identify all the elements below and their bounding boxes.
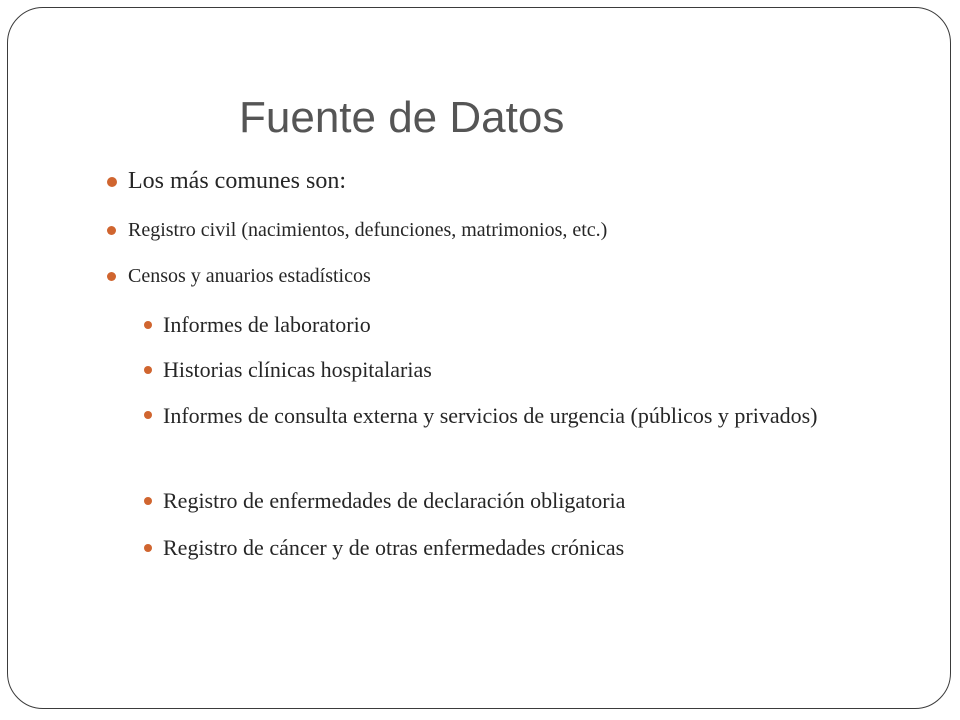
bullet-dot [107, 177, 117, 187]
bullet-text: Informes de laboratorio [163, 312, 371, 337]
bullet-text: Historias clínicas hospitalarias [163, 357, 432, 382]
bullet-dot [107, 226, 116, 235]
bullet-text: Informes de consulta externa y servicios de urgencia (públicos y privados) [163, 403, 818, 428]
bullet-dot [144, 321, 152, 329]
bullet-text: Los más comunes son: [128, 168, 346, 194]
slide-title: Fuente de Datos [239, 93, 565, 142]
bullet-dot [144, 544, 152, 552]
slide-frame [7, 7, 951, 709]
bullet-dot [107, 272, 116, 281]
bullet-text: Registro civil (nacimientos, defunciones, matrimonios, etc.) [128, 219, 608, 241]
bullet-text: Censos y anuarios estadísticos [128, 265, 371, 287]
bullet-text: Registro de cáncer y de otras enfermedades crónicas [163, 535, 625, 560]
bullet-text: Registro de enfermedades de declaración obligatoria [163, 488, 626, 513]
bullet-dot [144, 497, 152, 505]
bullet-dot [144, 366, 152, 374]
bullet-dot [144, 411, 152, 419]
